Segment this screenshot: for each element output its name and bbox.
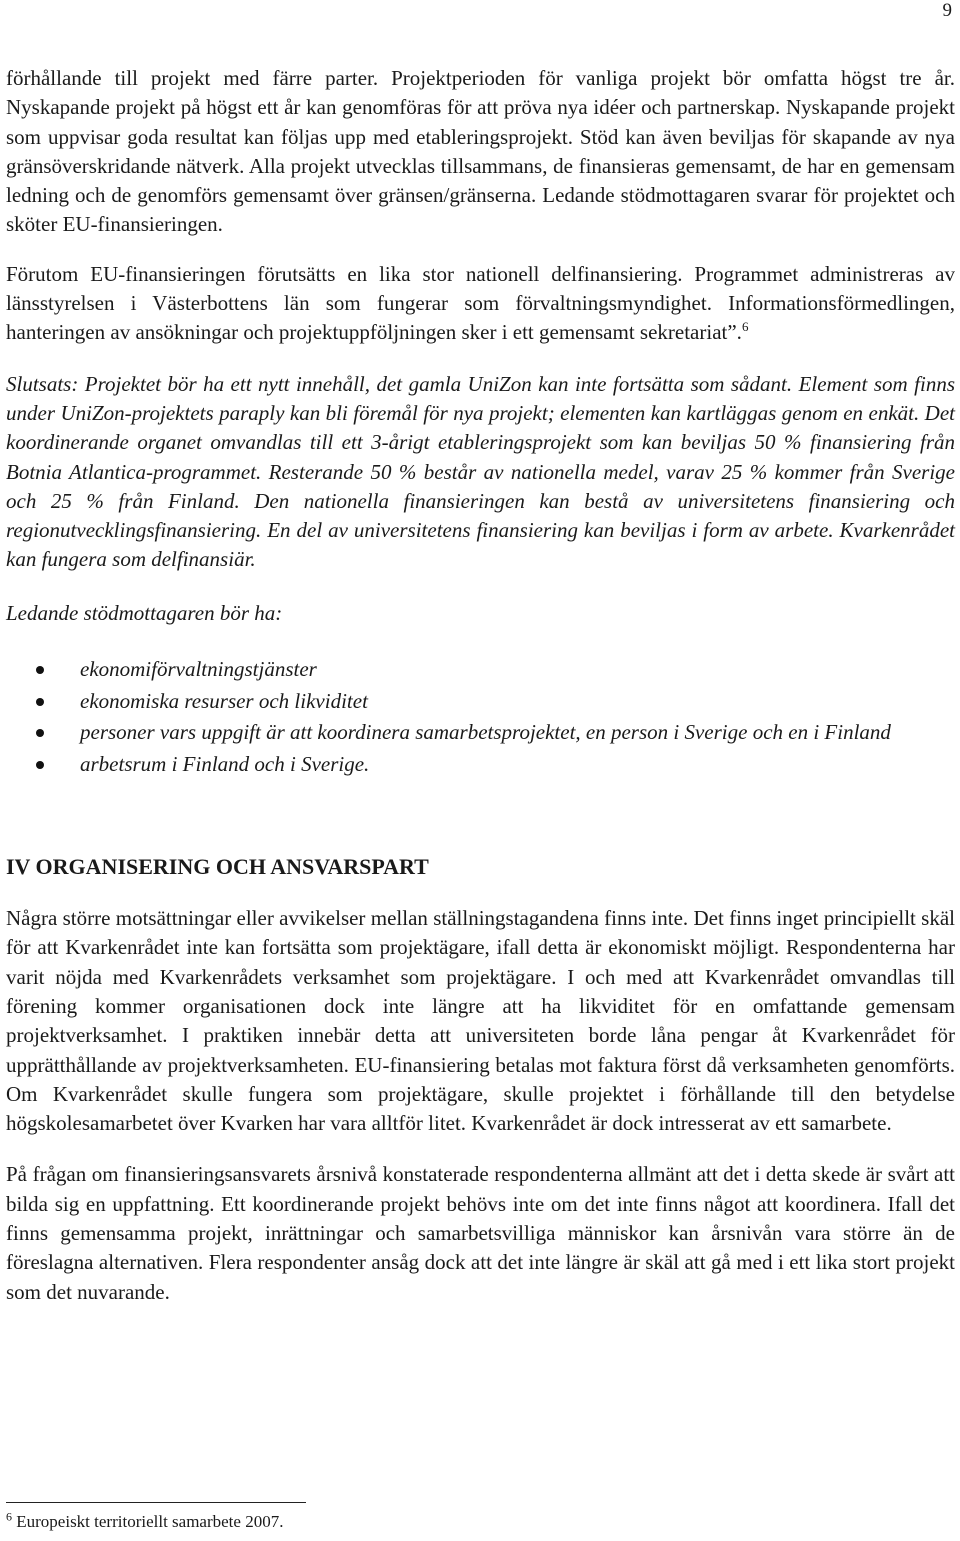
- page-number: 9: [942, 0, 952, 21]
- section-heading: IV ORGANISERING OCH ANSVARSPART: [6, 854, 429, 880]
- list-item: [6, 749, 955, 781]
- list-item-text: ekonomiska resurser och likviditet: [80, 688, 368, 713]
- bullet-icon: [36, 761, 44, 769]
- document-body: [6, 64, 955, 1307]
- footnote-divider: [6, 1502, 306, 1503]
- footnote-text: Europeiskt territoriellt samarbete 2007.: [16, 1512, 284, 1531]
- paragraph-eu-financing-text: Förutom EU-finansieringen förutsätts en lika stor nationell delfinansiering. Programmet administreras av länsstyrelsen i Västerbottens län som fungerar som förvaltningsmyndighet. Informationsförmedlingen, hanteringen av ansökningar och projektuppföljningen sker i ett gemensamt sekretariat”.: [6, 261, 955, 345]
- bullet-icon: [36, 698, 44, 706]
- paragraph-organisation: Några större motsättningar eller avvikelser mellan ställningstagandena finns inte. Det finns inget principiellt skäl för att Kvarkenrådet inte kan fortsätta som projektägare, ifall detta är ekonomiskt möjligt. Respondenterna har varit nöjda med Kvarkenrådets verksamhet som projektägare. I och med att Kvarkenrådet omvandlas till förening kommer organisationen dock inte längre att ha likviditet för en omfattande gemensam projektverksamhet. I praktiken innebär detta att universiteten borde låna pengar åt Kvarkenrådet för upprätthållande av projektverksamheten. EU-finansiering betalas mot faktura först då verksamheten genomförts. Om Kvarkenrådet skulle fungera som projektägare, skulle projektet i förhållande till den betydelse högskolesamarbetet över Kvarken har vara alltför litet. Kvarkenrådet är dock intresserat av ett samarbete.: [6, 906, 955, 1136]
- list-item-text: ekonomiförvaltningstjänster: [80, 657, 317, 682]
- list-item-text: arbetsrum i Finland och i Sverige.: [80, 751, 370, 776]
- footnote: [6, 1511, 283, 1533]
- paragraph-conclusion: Slutsats: Projektet bör ha ett nytt innehåll, det gamla UniZon kan inte fortsätta som sådant. Element som finns under UniZon-projektets paraply kan bli föremål för nya projekt; elementen kan kartläggas genom en enkät. Det koordinerande organet omvandlas till ett 3-årigt etableringsprojekt som kan beviljas 50 % finansiering från Botnia Atlantica-programmet. Resterande 50 % består av nationella medel, varav 25 % kommer från Sverige och 25 % från Finland. Den nationella finansieringen kan bestå av universitetens finansiering och regionutvecklingsfinansiering. En del av universitetens finansiering kan beviljas i form av arbete. Kvarkenrådet kan fungera som delfinansiär.: [6, 371, 955, 572]
- list-heading: Ledande stödmottagaren bör ha:: [6, 600, 283, 625]
- list-item: [6, 654, 955, 686]
- bullet-icon: [36, 729, 44, 737]
- footnote-reference: 6: [741, 319, 749, 335]
- list-item: [6, 717, 955, 749]
- requirements-list: [6, 654, 955, 780]
- paragraph-annual-level: På frågan om finansieringsansvarets årsnivå konstaterade respondenterna allmänt att det i detta skede är svårt att bilda sig en uppfattning. Ett koordinerande projekt behövs inte om det inte finns något att koordinera. Ifall det finns gemensamma projekt, inrättningar och samarbetsvilliga människor kan årsnivån vara större än de föreslagna alternativen. Flera respondenter ansåg dock att det inte längre är skäl att gå med i ett lika stort projekt som det nuvarande.: [6, 1162, 955, 1304]
- paragraph-eu-financing: [6, 260, 955, 348]
- footnote-number: 6: [6, 1509, 12, 1524]
- paragraph-project-periods: förhållande till projekt med färre parter. Projektperioden för vanliga projekt bör omfatta högst tre år. Nyskapande projekt på högst ett år kan genomföras för att pröva nya idéer och partnerskap. Nyskapande projekt som uppvisar goda resultat kan följas upp med etableringsprojekt. Stöd kan även beviljas för skapande av nya gränsöverskridande nätverk. Alla projekt utvecklas tillsammans, de finansieras gemensamt, de har en gemensam ledning och de genomförs gemensamt över gränsen/gränserna. Ledande stödmottagaren svarar för projektet och sköter EU-finansieringen.: [6, 66, 955, 237]
- list-item: [6, 686, 955, 718]
- list-item-text: personer vars uppgift är att koordinera samarbetsprojektet, en person i Sverige och en i Finland: [80, 720, 891, 745]
- bullet-icon: [36, 666, 44, 674]
